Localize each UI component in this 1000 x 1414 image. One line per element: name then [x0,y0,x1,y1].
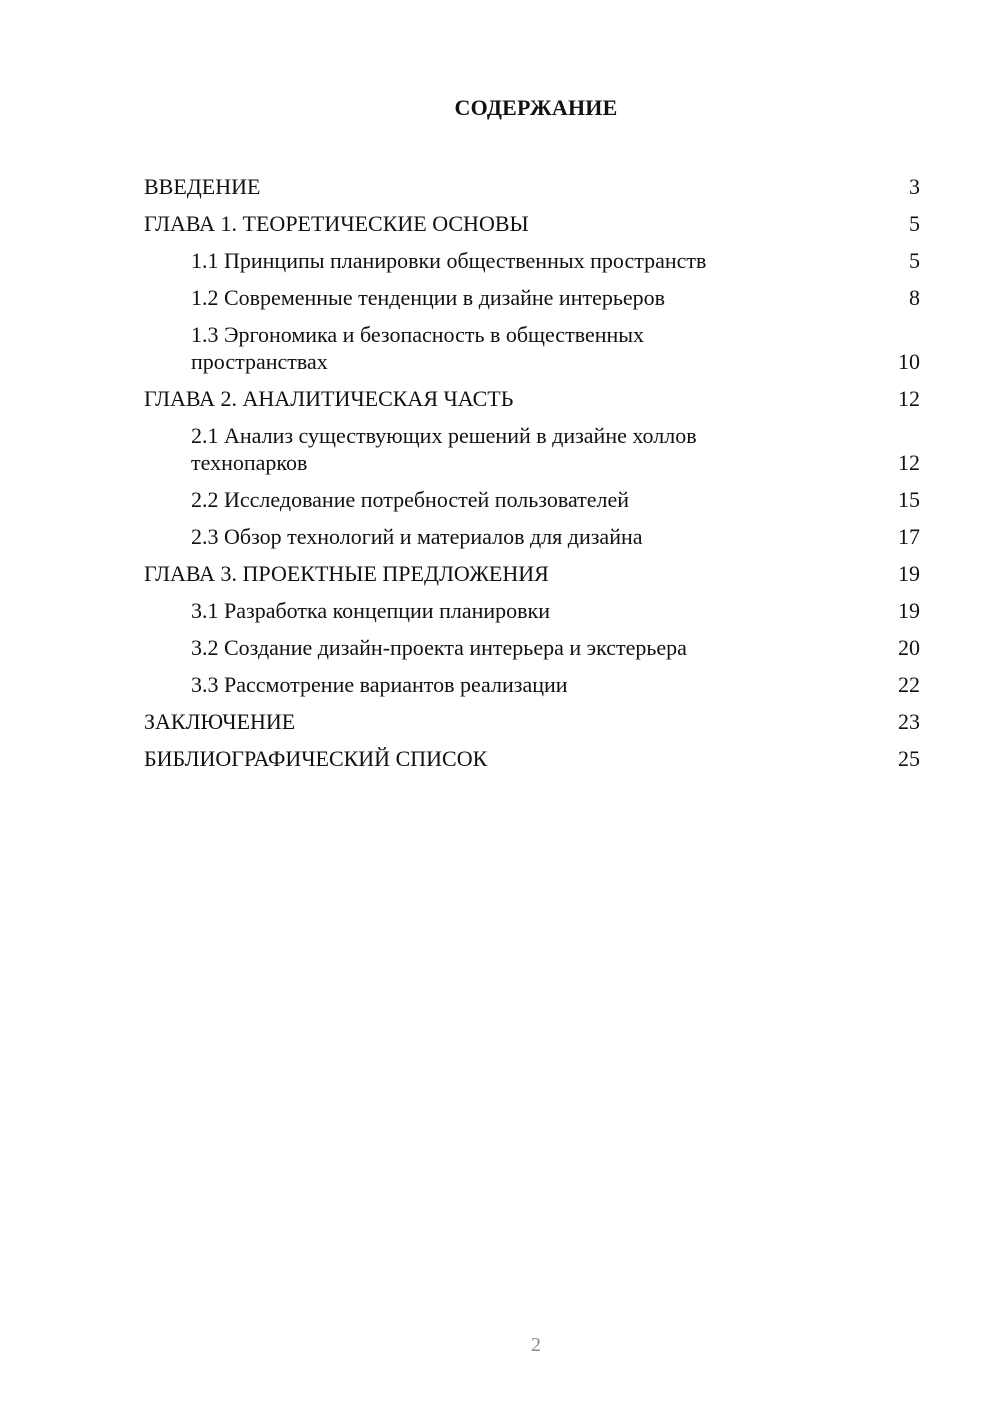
table-of-contents [144,168,920,777]
toc-entry-label: 1.3 Эргономика и безопасность в общественных пространствах [191,322,645,374]
toc-entry-page: 17 [898,524,920,549]
toc-entry-page: 20 [898,635,920,660]
toc-entry-section-1-3[interactable] [144,316,920,380]
toc-entry-label: 2.3 Обзор технологий и материалов для дизайна [191,524,643,549]
toc-entry-section-2-3[interactable] [144,518,920,555]
toc-entry-page: 23 [898,709,920,734]
toc-entry-chapter-1[interactable] [144,205,920,242]
toc-entry-page: 25 [898,746,920,771]
toc-entry-section-3-2[interactable] [144,629,920,666]
toc-entry-page: 12 [898,450,920,475]
toc-entry-conclusion[interactable] [144,703,920,740]
toc-entry-label: 3.3 Рассмотрение вариантов реализации [191,672,568,697]
toc-entry-introduction[interactable] [144,168,920,205]
toc-entry-label: ГЛАВА 1. ТЕОРЕТИЧЕСКИЕ ОСНОВЫ [144,211,529,236]
toc-entry-page: 12 [898,386,920,411]
toc-entry-page: 19 [898,561,920,586]
toc-entry-page: 5 [909,248,920,273]
toc-entry-label: 3.1 Разработка концепции планировки [191,598,550,623]
toc-entry-label: 3.2 Создание дизайн-проекта интерьера и экстерьера [191,635,687,660]
toc-entry-section-2-2[interactable] [144,481,920,518]
toc-entry-page: 8 [909,285,920,310]
page-title: СОДЕРЖАНИЕ [454,95,618,120]
toc-entry-section-1-2[interactable] [144,279,920,316]
toc-entry-section-3-1[interactable] [144,592,920,629]
toc-entry-label: 2.1 Анализ существующих решений в дизайне холлов технопарков [191,423,697,475]
toc-entry-label: ГЛАВА 2. АНАЛИТИЧЕСКАЯ ЧАСТЬ [144,386,514,411]
toc-entry-page: 10 [898,349,920,374]
toc-entry-section-2-1[interactable] [144,417,920,481]
toc-entry-label: ВВЕДЕНИЕ [144,174,261,199]
toc-entry-page: 22 [898,672,920,697]
toc-entry-label: ГЛАВА 3. ПРОЕКТНЫЕ ПРЕДЛОЖЕНИЯ [144,561,549,586]
toc-entry-label: 1.2 Современные тенденции в дизайне интерьеров [191,285,666,310]
toc-entry-page: 5 [909,211,920,236]
toc-entry-label: ЗАКЛЮЧЕНИЕ [144,709,296,734]
toc-entry-label: 2.2 Исследование потребностей пользователей [191,487,630,512]
toc-entry-label: БИБЛИОГРАФИЧЕСКИЙ СПИСОК [144,746,488,771]
toc-entry-page: 3 [909,174,920,199]
toc-entry-section-3-3[interactable] [144,666,920,703]
toc-entry-page: 19 [898,598,920,623]
toc-entry-chapter-2[interactable] [144,380,920,417]
toc-entry-label: 1.1 Принципы планировки общественных пространств [191,248,707,273]
toc-entry-section-1-1[interactable] [144,242,920,279]
toc-entry-bibliography[interactable] [144,740,920,777]
page-number: 2 [531,1334,541,1356]
toc-entry-page: 15 [898,487,920,512]
toc-entry-chapter-3[interactable] [144,555,920,592]
